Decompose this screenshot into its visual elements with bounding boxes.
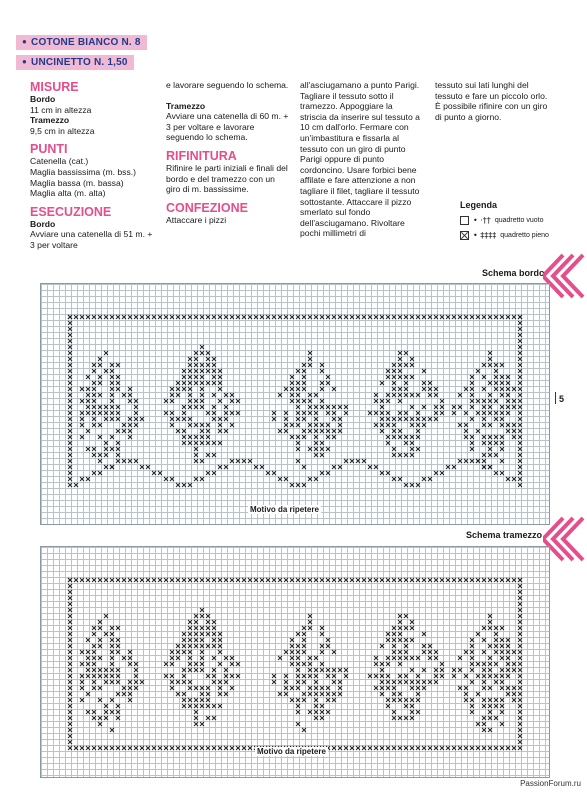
text-cont: e lavorare seguendo lo schema. bbox=[166, 80, 289, 90]
punto-1: Catenella (cat.) bbox=[30, 156, 89, 167]
filled-square-icon bbox=[460, 231, 469, 240]
bordo-pattern bbox=[41, 284, 549, 524]
motif-label-tramezzo: Motivo da ripetere bbox=[257, 747, 326, 756]
label-bordo: Bordo bbox=[30, 94, 56, 104]
column-4 bbox=[435, 80, 555, 122]
heading-punti: PUNTI bbox=[30, 142, 68, 157]
material-thread: ● COTONE BIANCO N. 8 bbox=[16, 35, 147, 50]
legend-row-empty bbox=[460, 216, 549, 225]
text-esec-bordo: Avviare una catenella di 51 m. + 3 per voltare bbox=[30, 229, 153, 250]
legend-title: Legenda bbox=[460, 200, 498, 210]
column-1 bbox=[30, 80, 158, 251]
value-bordo: 11 cm in altezza bbox=[30, 104, 92, 115]
label-tramezzo-2: Tramezzo bbox=[166, 100, 206, 111]
motif-label-bordo: Motivo da ripetere bbox=[250, 505, 319, 514]
heading-rifinitura: RIFINITURA bbox=[166, 148, 237, 163]
schema-tramezzo-title: Schema tramezzo bbox=[466, 530, 543, 540]
legend-empty-symbol: • ·†† bbox=[473, 216, 491, 225]
empty-square-icon bbox=[460, 216, 469, 225]
heading-confezione: CONFEZIONE bbox=[166, 200, 248, 215]
text-rifinitura: Rifinire le parti iniziali e finali del bordo e del tramezzo con un giro di m. bassissime. bbox=[166, 162, 288, 195]
legend-row-full bbox=[460, 231, 549, 240]
material-hook: ● UNCINETTO N. 1,50 bbox=[16, 55, 134, 70]
schema-bordo-title: Schema bordo bbox=[482, 268, 545, 278]
column-2 bbox=[166, 80, 290, 225]
legend bbox=[460, 200, 549, 246]
text-confezione: Attaccare i pizzi bbox=[166, 214, 227, 225]
value-tramezzo: 9,5 cm in altezza bbox=[30, 125, 95, 136]
label-tramezzo: Tramezzo bbox=[30, 115, 70, 126]
punto-3: Maglia bassa (m. bassa) bbox=[30, 177, 124, 188]
legend-empty-label: quadretto vuoto bbox=[494, 217, 544, 224]
legend-full-symbol: • ‡‡‡‡ bbox=[473, 231, 497, 240]
column-3 bbox=[300, 80, 420, 239]
page-divider bbox=[555, 392, 556, 404]
tramezzo-pattern bbox=[41, 547, 549, 777]
heading-misure: MISURE bbox=[30, 80, 79, 94]
heading-esecuzione: ESECUZIONE bbox=[30, 204, 112, 219]
schema-bordo-grid bbox=[40, 283, 550, 525]
text-tramezzo: Avviare una catenella di 60 m. + 3 per voltare e lavorare seguendo lo schema. bbox=[166, 111, 289, 143]
punto-4: Maglia alta (m. alta) bbox=[30, 188, 106, 199]
schema-tramezzo-grid bbox=[40, 546, 550, 778]
text-col4: tessuto sui lati lunghi del tessuto e fare un piccolo orlo. È possibile rifinire con un giro di punto a giorno. bbox=[435, 80, 548, 122]
punto-2: Maglia bassissima (m. bss.) bbox=[30, 166, 137, 177]
legend-full-label: quadretto pieno bbox=[500, 232, 549, 239]
label-esec-bordo: Bordo bbox=[30, 218, 56, 229]
page-number: 5 bbox=[559, 394, 565, 404]
footer-site: PassionForum.ru bbox=[520, 779, 581, 788]
text-col3: all'asciugamano a punto Parigi. Tagliare il tessuto sotto il tramezzo. Appoggiare la striscia da inserire sul tessuto a 10 cm dall'orlo. Fermare con un'imbastitura e fissarla al tessuto con un giro di punto Parigi oppure di punto cordoncino. Usare forbici bene affilate e fare attenzione a non tagliare il filet, tagliare il tessuto sottostante. Attaccare il pizzo smerlato sul fondo dell'asciugamano. Rivoltare pochi millimetri di bbox=[300, 80, 420, 239]
materials-list bbox=[16, 32, 147, 72]
